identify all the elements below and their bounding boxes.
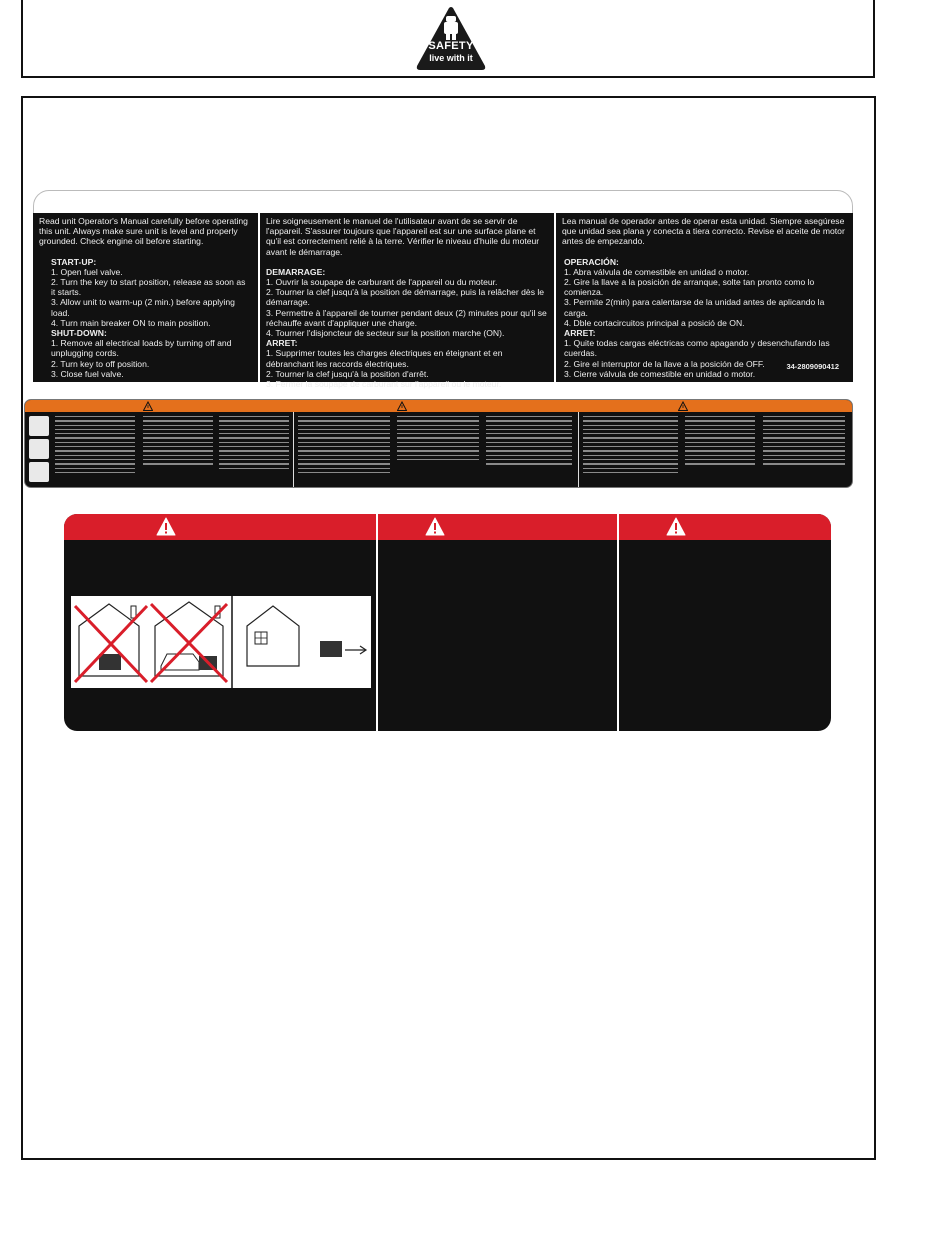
french-shutdown-step: 2. Tourner la clef jusqu'à la position d'arrêt. [266, 368, 429, 379]
warning-triangle-icon [397, 401, 407, 411]
warning-header-bar [25, 400, 852, 412]
danger-triangle-icon [666, 517, 686, 536]
english-startup-step: 3. Allow unit to warm-up (2 min.) before applying load. [51, 297, 235, 318]
spanish-shutdown-step: 3. Cierre válvula de comestible en unidad o motor. [564, 368, 756, 379]
spanish-startup-step: 4. Dble cortacircuitos principal a posició de ON. [564, 317, 745, 328]
english-startup-step: 2. Turn the key to start position, release as soon as it starts. [51, 277, 246, 298]
garage-with-generator-crossed-icon [151, 602, 227, 682]
decal-part-code: 34-2809090412 [786, 361, 839, 371]
danger-section-divider [376, 514, 378, 731]
french-startup-step: 1. Ouvrir la soupape de carburant de l'appareil ou du moteur. [266, 277, 498, 288]
french-intro: Lire soigneusement le manuel de l'utilisateur avant de se servir de l'appareil. S'assurer toujours que l'appareil est sur une surface plane et qu'il est correctement relié à la terre. Vérifier le niveau d'huile du moteur avant le démarrage. [266, 216, 540, 257]
french-startup-step: 3. Permettre à l'appareil de tourner pendant deux (2) minutes pour qu'il se réchauffe avant d'appliquer une charge. [266, 307, 547, 328]
warning-section-divider [578, 412, 579, 487]
operator-hazard-icon [29, 416, 49, 436]
spanish-startup-heading: OPERACIÓN: [564, 256, 619, 267]
french-shutdown-heading: ARRET: [266, 338, 298, 349]
english-startup-heading: START-UP: [51, 256, 97, 267]
logo-text-safety: SAFETY [428, 40, 474, 52]
spanish-startup-step: 2. Gire la llave a la posición de arranque, solte tan pronto como lo comienza. [564, 277, 815, 298]
house-with-generator-crossed-icon [75, 604, 147, 682]
warning-label-strip [24, 399, 853, 488]
explosion-hazard-icon [29, 439, 49, 459]
warning-fine-print [397, 416, 479, 484]
spanish-startup-step: 3. Permite 2(min) para calentarse de la unidad antes de aplicando la carga. [564, 297, 825, 318]
english-shutdown-heading: SHUT-DOWN: [51, 328, 107, 339]
danger-triangle-icon [425, 517, 445, 536]
warning-triangle-icon [678, 401, 688, 411]
warning-fine-print [55, 416, 135, 484]
french-startup-step: 2. Tourner la clef jusqu'à la position de démarrage, puis la relâcher dès le démarrage. [266, 287, 545, 308]
danger-header-bar [64, 514, 831, 540]
warning-fine-print [486, 416, 572, 484]
english-intro: Read unit Operator's Manual carefully before operating this unit. Always make sure unit is level and properly grounded. Check engine oil before starting. [39, 216, 248, 247]
logo-text-tagline: live with it [429, 53, 473, 63]
spanish-shutdown-step: 1. Quite todas cargas eléctricas como apagando y desenchufando las cuerdas. [564, 338, 830, 359]
generator-placement-pictogram [71, 596, 371, 688]
fire-hazard-icon [29, 462, 49, 482]
english-startup-step: 1. Open fuel valve. [51, 266, 123, 277]
french-shutdown-step: 3. Fermer la soupape de carburant sur l'appareil ou le moteur. [266, 379, 502, 390]
operating-instructions-decal [33, 213, 853, 390]
decal-column-spanish [556, 213, 853, 382]
spanish-shutdown-step: 2. Gire el interruptor de la llave a la posición de OFF. [564, 358, 765, 369]
warning-fine-print [763, 416, 845, 484]
english-startup-step: 4. Turn main breaker ON to main position. [51, 317, 211, 328]
warning-fine-print [219, 416, 289, 484]
spanish-shutdown-heading: ARRET: [564, 328, 596, 339]
french-startup-step: 4. Tourner l'disjoncteur de secteur sur la position marche (ON). [266, 328, 505, 339]
warning-fine-print [583, 416, 678, 484]
english-shutdown-step: 1. Remove all electrical loads by turning off and unplugging cords. [51, 338, 232, 359]
warning-section-divider [293, 412, 294, 487]
warning-pictograms [29, 416, 51, 485]
warning-fine-print [143, 416, 213, 484]
spanish-startup-step: 1. Abra válvula de comestible en unidad o motor. [564, 266, 750, 277]
decal-column-french [260, 213, 556, 390]
english-shutdown-step: 3. Close fuel valve. [51, 368, 124, 379]
french-shutdown-step: 1. Supprimer toutes les charges électriques en éteignant et en débranchant les raccords électriques. [266, 348, 503, 369]
french-startup-heading: DEMARRAGE: [266, 266, 326, 277]
generator-outside-house-arrow-icon [247, 606, 366, 666]
english-shutdown-step: 2. Turn key to off position. [51, 358, 150, 369]
decal-column-english [33, 213, 260, 382]
warning-triangle-icon [143, 401, 153, 411]
danger-section-divider [617, 514, 619, 731]
danger-panel [64, 514, 831, 731]
danger-triangle-icon [156, 517, 176, 536]
warning-fine-print [298, 416, 390, 484]
warning-fine-print [685, 416, 755, 484]
spanish-intro: Lea manual de operador antes de operar esta unidad. Siempre asegúrese que unidad sea plana y conecta a tiera correcto. Revise el aceite de motor antes de empezando. [562, 216, 845, 247]
